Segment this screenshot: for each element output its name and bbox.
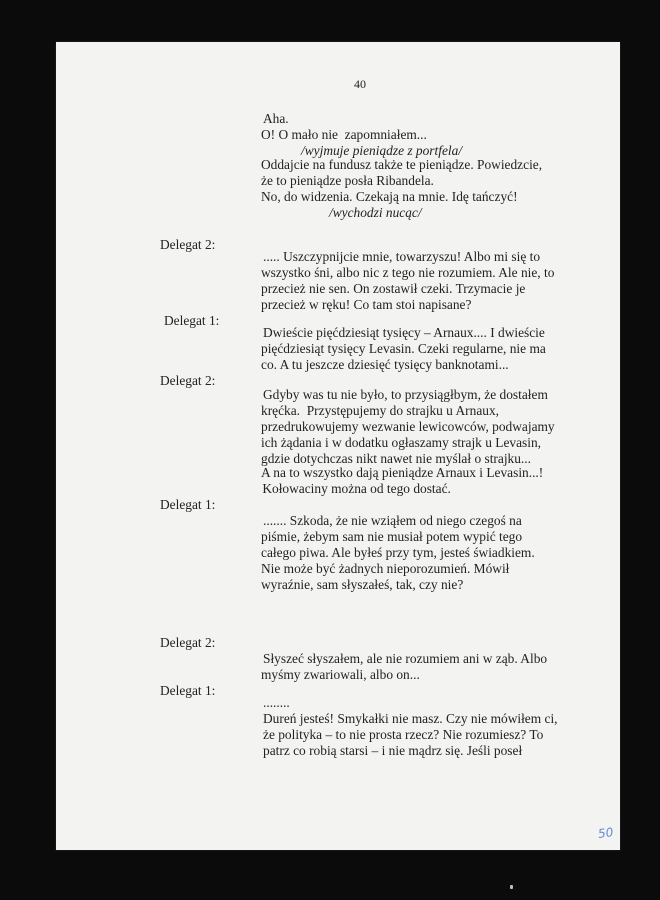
text-line: Aha. bbox=[263, 111, 289, 126]
dialogue-line: przedrukowujemy wezwanie lewicowców, podwajamy bbox=[261, 419, 555, 434]
dialogue-line: Słyszeć słyszałem, ale nie rozumiem ani w ząb. Albo bbox=[263, 651, 548, 666]
dialogue-line: kręćka. Przystępujemy do strajku u Arnaux, bbox=[261, 403, 499, 418]
stage-direction: /wyjmuje pieniądze z portfela/ bbox=[301, 143, 463, 158]
text-line: że to pieniądze posła Ribandela. bbox=[261, 173, 434, 188]
dialogue-line: ....... Szkoda, że nie wziąłem od niego czegoś na bbox=[263, 513, 522, 528]
dialogue-line: myśmy zwariowali, albo on... bbox=[261, 667, 420, 682]
text-line: Oddajcie na fundusz także te pieniądze. Powiedzcie, bbox=[261, 157, 543, 172]
dialogue-line: patrz co robią starsi – i nie mądrz się. Jeśli poseł bbox=[263, 743, 523, 758]
speaker-label: Delegat 2: bbox=[160, 373, 216, 388]
dialogue-line: Gdyby was tu nie było, to przysiągłbym, że dostałem bbox=[263, 387, 548, 402]
dialogue-line: że polityka – to nie prosta rzecz? Nie rozumiesz? To bbox=[263, 727, 544, 742]
speaker-label: Delegat 2: bbox=[160, 635, 216, 650]
dialogue-line: wyraźnie, sam słyszałeś, tak, czy nie? bbox=[261, 577, 464, 592]
dialogue-line: ........ bbox=[263, 695, 290, 710]
dialogue-line: Kołowaciny można od tego dostać. bbox=[259, 481, 451, 496]
speaker-label: Delegat 1: bbox=[160, 497, 216, 512]
dialogue-line: A na to wszystko dają pieniądze Arnaux i Levasin...! bbox=[261, 465, 544, 480]
dialogue-line: ich żądania i w dodatku ogłaszamy strajk u Levasin, bbox=[261, 435, 542, 450]
dialogue-line: ..... Uszczypnijcie mnie, towarzyszu! Albo mi się to bbox=[263, 249, 541, 264]
text-line: O! O mało nie zapomniałem... bbox=[261, 127, 427, 142]
dialogue-line: Dureń jesteś! Smykałki nie masz. Czy nie mówiłem ci, bbox=[263, 711, 558, 726]
handwritten-page-number: 50 bbox=[597, 825, 615, 841]
dialogue-line: przecież w ręku! Co tam stoi napisane? bbox=[261, 297, 472, 312]
dialogue-line: pięćdziesiąt tysięcy Levasin. Czeki regularne, nie ma bbox=[261, 341, 546, 356]
text-line: No, do widzenia. Czekają na mnie. Idę tańczyć! bbox=[261, 189, 518, 204]
dialogue-line: przecież nie sen. On zostawił czeki. Trzymacie je bbox=[261, 281, 526, 296]
speaker-label: Delegat 1: bbox=[164, 313, 220, 328]
dialogue-line: wszystko śni, albo nic z tego nie rozumiem. Ale nie, to bbox=[261, 265, 555, 280]
dialogue-line: gdzie dotychczas nikt nawet nie myślał o strajku... bbox=[261, 451, 531, 466]
speaker-label: Delegat 1: bbox=[160, 683, 216, 698]
dialogue-line: piśmie, żebym sam nie musiał potem wypić tego bbox=[261, 529, 523, 544]
dialogue-line: co. A tu jeszcze dziesięć tysięcy banknotami... bbox=[261, 357, 509, 372]
speaker-label: Delegat 2: bbox=[160, 237, 216, 252]
dialogue-line: Nie może być żadnych nieporozumień. Mówił bbox=[261, 561, 510, 576]
dust-speck bbox=[510, 885, 513, 889]
stage-direction: /wychodzi nucąc/ bbox=[329, 205, 422, 220]
page-number: 40 bbox=[354, 77, 366, 91]
dialogue-line: Dwieście pięćdziesiąt tysięcy – Arnaux.... I dwieście bbox=[263, 325, 545, 340]
dialogue-line: całego piwa. Ale byłeś przy tym, jesteś świadkiem. bbox=[261, 545, 535, 560]
